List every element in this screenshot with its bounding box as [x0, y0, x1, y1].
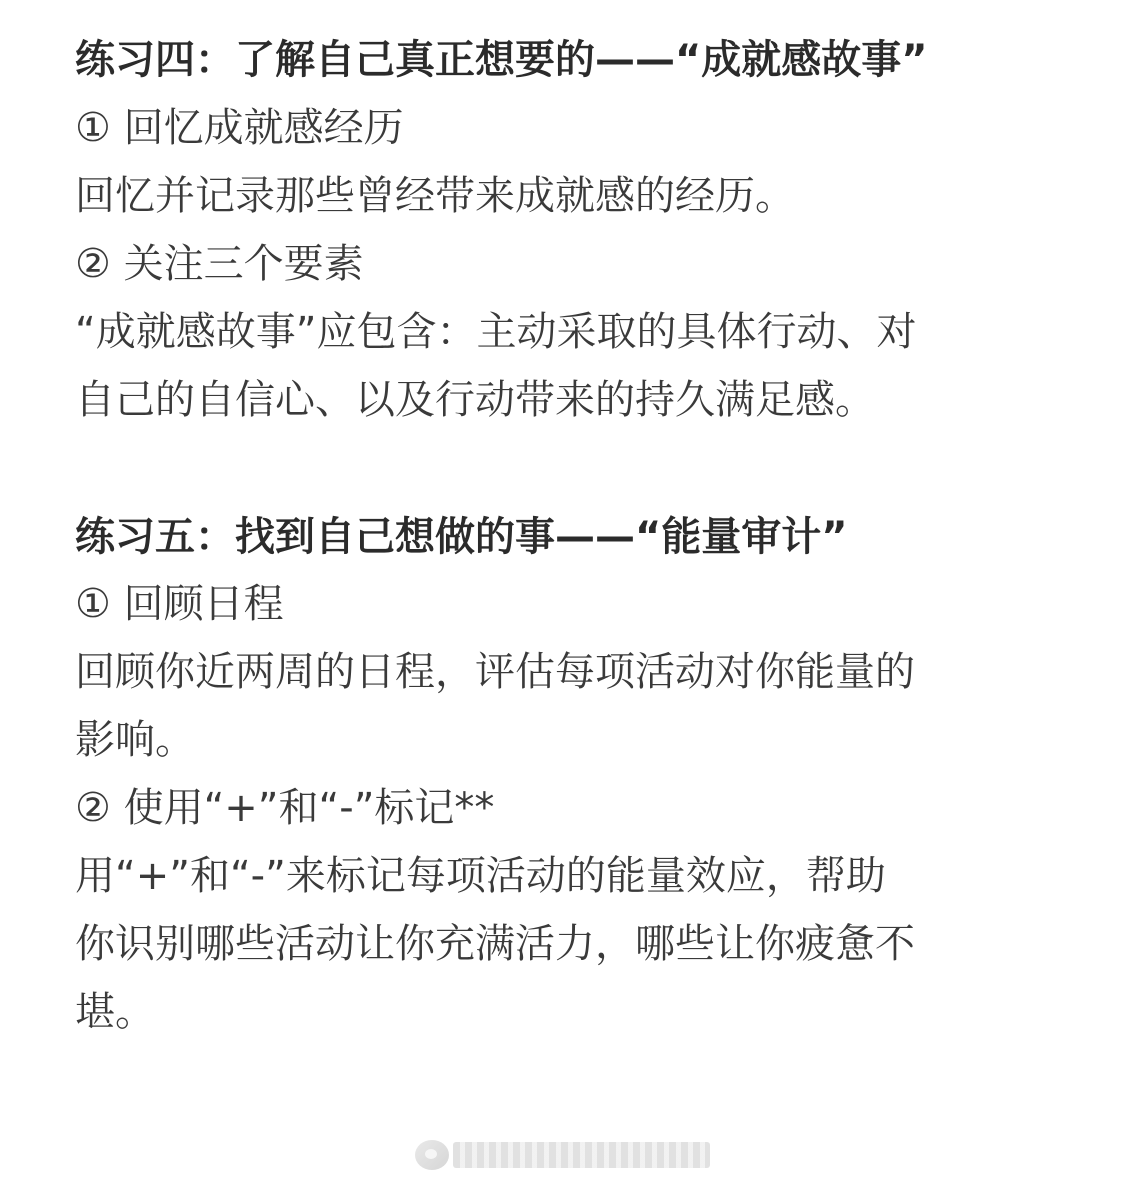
item-text-line: 回顾你近两周的日程，评估每项活动对你能量的	[75, 649, 915, 695]
item-text-line: “成就感故事”应包含：主动采取的具体行动、对	[75, 309, 917, 355]
item-heading-three-elements: ② 关注三个要素	[75, 241, 364, 287]
watermark-handle-blur	[453, 1142, 710, 1168]
section-title-exercise-5: 练习五：找到自己想做的事——“能量审计”	[75, 514, 848, 560]
item-text-line: 自己的自信心、以及行动带来的持久满足感。	[75, 377, 875, 423]
watermark	[415, 1138, 710, 1172]
item-heading-recall-achievement: ① 回忆成就感经历	[75, 105, 404, 151]
item-text-line: 堪。	[75, 989, 155, 1035]
item-text-line: 影响。	[75, 717, 195, 763]
item-heading-plus-minus-marks: ② 使用“+”和“-”标记**	[75, 785, 495, 831]
watermark-logo-icon	[415, 1140, 449, 1170]
section-title-exercise-4: 练习四：了解自己真正想要的——“成就感故事”	[75, 37, 928, 83]
item-text-line: 你识别哪些活动让你充满活力，哪些让你疲惫不	[75, 921, 915, 967]
item-heading-review-schedule: ① 回顾日程	[75, 581, 284, 627]
item-text-line: 回忆并记录那些曾经带来成就感的经历。	[75, 173, 795, 219]
item-text-line: 用“+”和“-”来标记每项活动的能量效应，帮助	[75, 853, 886, 899]
